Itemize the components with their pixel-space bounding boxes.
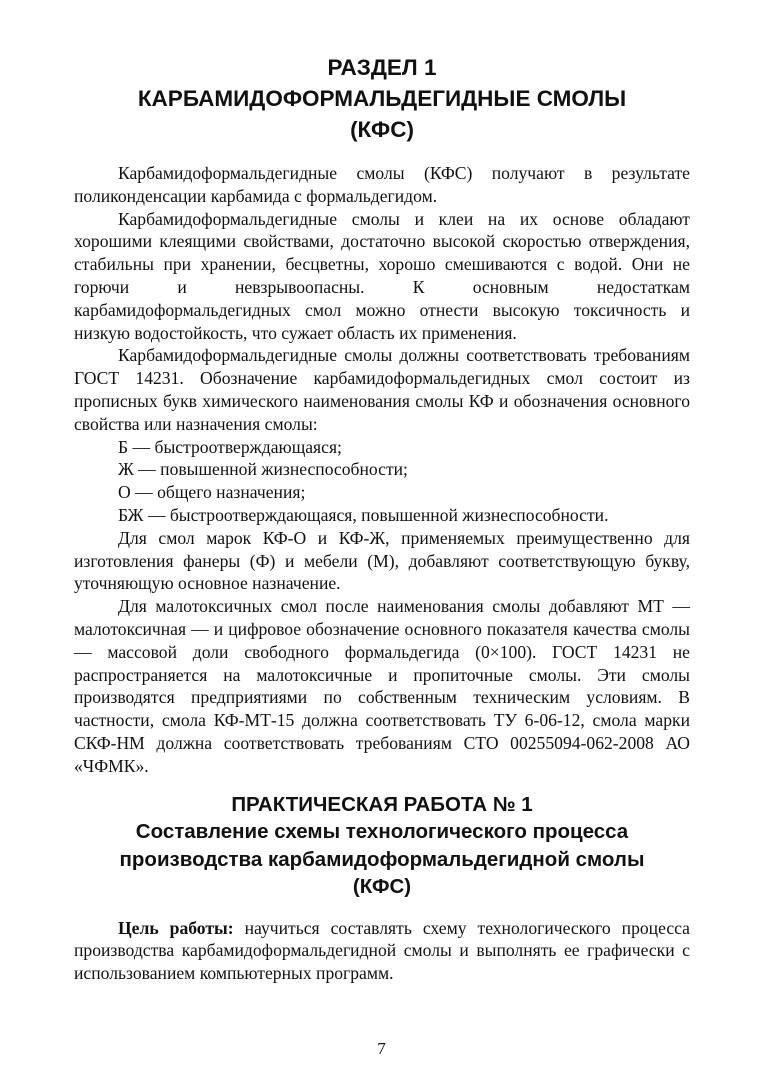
section-title: КАРБАМИДОФОРМАЛЬДЕГИДНЫЕ СМОЛЫ	[137, 86, 627, 111]
goal-paragraph	[74, 917, 690, 985]
paragraph-properties: Карбамидоформальдегидные смолы и клеи на их основе обладают хорошими клеящими свойствами, достаточно высокой скоростью отверждения, стабильны при хранении, бесцветны, хорошо смешиваются с водой. Они не горючи и невзрывоопасны. К основным недостаткам карбамидоформальдегидных смол можно отнести высокую токсичность и низкую водостойкость, что сужает область их применения.	[74, 208, 690, 343]
practical-work-number: ПРАКТИЧЕСКАЯ РАБОТА № 1	[231, 792, 533, 816]
goal-text: научиться составлять схему технологического процесса производства карбамидоформальдегидной смолы и выполнять ее графически с использованием компьютерных программ.	[74, 917, 690, 984]
goal-label: Цель работы:	[118, 917, 234, 938]
practical-work-title-line: (КФС)	[352, 875, 412, 899]
page-content	[74, 52, 690, 985]
practical-work-title-line: производства карбамидоформальдегидной смолы	[119, 847, 645, 871]
list-item: Б — быстроотверждающаяся;	[118, 436, 342, 457]
list-item: Ж — повышенной жизнеспособности;	[118, 459, 408, 480]
designation-list	[74, 436, 690, 527]
practical-work-heading	[74, 791, 690, 901]
section-number: РАЗДЕЛ 1	[327, 55, 437, 80]
paragraph-low-toxicity: Для малотоксичных смол после наименования смолы добавляют МТ — малотоксичная — и цифровое обозначение основного показателя качества смолы — массовой доли свободного формальдегида (0×100). ГОСТ 14231 не распространяется на малотоксичные и пропиточные смолы. Эти смолы производятся предприятиями по собственным техническим условиям. В частности, смола КФ-МТ-15 должна соответствовать ТУ 6-06-12, смола марки СКФ-НМ должна соответствовать требованиям СТО 00255094-062-2008 АО «ЧФМК».	[74, 596, 690, 776]
list-item: О — общего назначения;	[118, 482, 306, 503]
list-item: БЖ — быстроотверждающаяся, повышенной жизнеспособности.	[118, 504, 609, 525]
paragraph-grades: Для смол марок КФ-О и КФ-Ж, применяемых преимущественно для изготовления фанеры (Ф) и мебели (М), добавляют соответствующую букву, уточняющую основное назначение.	[74, 527, 690, 594]
section-abbreviation: (КФС)	[350, 117, 414, 142]
paragraph-intro: Карбамидоформальдегидные смолы (КФС) получают в результате поликонденсации карбамида с формальдегидом.	[74, 163, 690, 206]
paragraph-standard: Карбамидоформальдегидные смолы должны соответствовать требованиям ГОСТ 14231. Обозначение карбамидоформальдегидных смол состоит из прописных букв химического наименования смолы КФ и обозначения основного свойства или назначения смолы:	[74, 345, 690, 434]
section-heading	[74, 52, 690, 145]
practical-work-title-line: Составление схемы технологического процесса	[135, 820, 629, 844]
page-number: 7	[377, 1039, 386, 1058]
